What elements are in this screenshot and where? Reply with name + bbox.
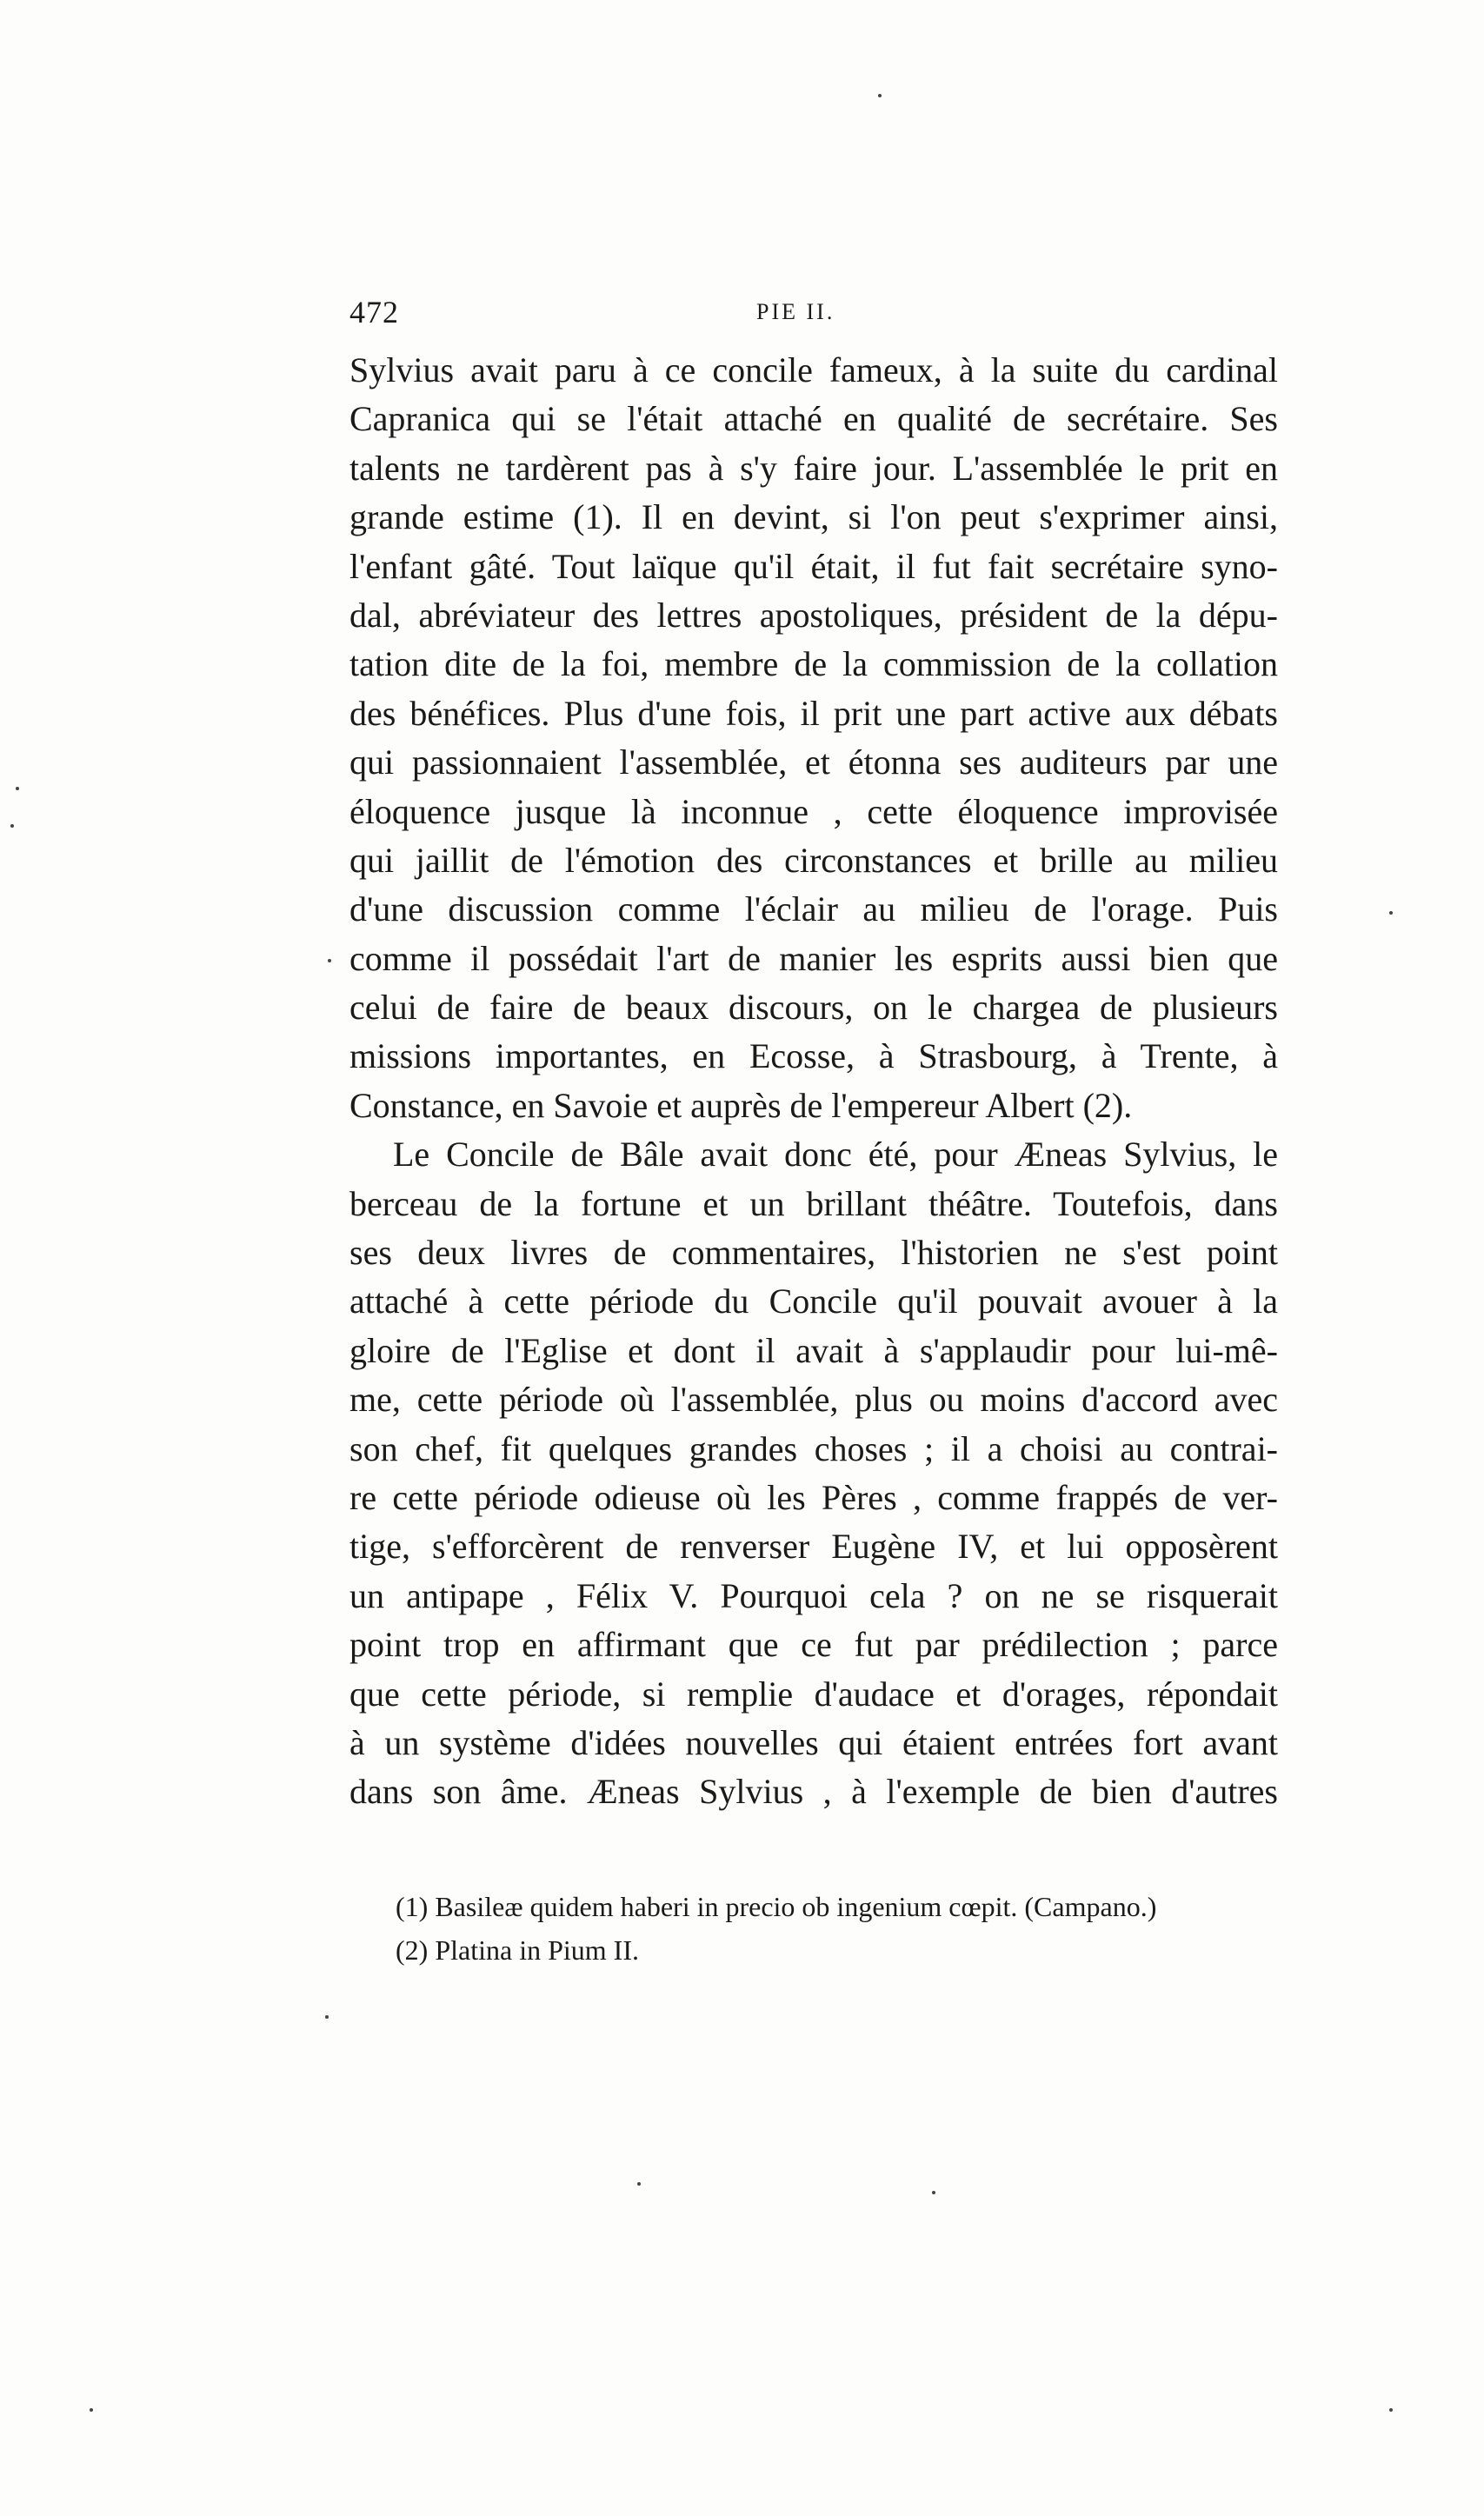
- text-line: point trop en affirmant que ce fut par prédilection ; parce: [349, 1625, 1278, 1665]
- text-line: Capranica qui se l'était attaché en qualité de secrétaire. Ses: [349, 399, 1278, 439]
- scan-speck: [325, 2015, 329, 2019]
- scan-speck: [1389, 911, 1393, 915]
- text-line: re cette période odieuse où les Pères , comme frappés de ver-: [349, 1477, 1278, 1517]
- text-line: à un système d'idées nouvelles qui étaient entrées fort avant: [349, 1722, 1278, 1762]
- text-line: tation dite de la foi, membre de la commission de la collation: [349, 644, 1278, 684]
- text-line: dal, abréviateur des lettres apostoliques, président de la dépu-: [349, 595, 1278, 635]
- page-number: 472: [349, 295, 399, 329]
- scan-speck: [328, 959, 331, 962]
- text-line: qui jaillit de l'émotion des circonstances et brille au milieu: [349, 840, 1278, 880]
- text-line: dans son âme. Æneas Sylvius , à l'exemple de bien d'autres: [349, 1772, 1278, 1812]
- text-line: ses deux livres de commentaires, l'historien ne s'est point: [349, 1233, 1278, 1273]
- text-line: éloquence jusque là inconnue , cette éloquence improvisée: [349, 791, 1278, 831]
- text-line: grande estime (1). Il en devint, si l'on peut s'exprimer ainsi,: [349, 497, 1278, 537]
- paragraph-1: [349, 346, 1278, 1130]
- text-line: me, cette période où l'assemblée, plus ou moins d'accord avec: [349, 1380, 1278, 1420]
- text-line: talents ne tardèrent pas à s'y faire jour. L'assemblée le prit en: [349, 448, 1278, 488]
- text-line: Constance, en Savoie et auprès de l'empereur Albert (2).: [349, 1085, 1133, 1125]
- text-line: des bénéfices. Plus d'une fois, il prit une part active aux débats: [349, 693, 1278, 733]
- footnotes: [396, 1885, 1265, 1972]
- text-line: d'une discussion comme l'éclair au milieu de l'orage. Puis: [349, 889, 1278, 929]
- text-line: attaché à cette période du Concile qu'il pouvait avouer à la: [349, 1281, 1278, 1321]
- text-line: Le Concile de Bâle avait donc été, pour Æneas Sylvius, le: [393, 1135, 1278, 1175]
- scan-speck: [1389, 2408, 1393, 2412]
- text-line: un antipape , Félix V. Pourquoi cela ? on ne se risquerait: [349, 1575, 1278, 1615]
- scan-speck: [10, 824, 14, 828]
- text-line: comme il possédait l'art de manier les esprits aussi bien que: [349, 938, 1278, 978]
- scan-speck: [637, 2182, 641, 2186]
- text-line: missions importantes, en Ecosse, à Strasbourg, à Trente, à: [349, 1036, 1278, 1076]
- scan-speck: [932, 2191, 935, 2194]
- scan-speck: [90, 2408, 93, 2412]
- text-line: gloire de l'Eglise et dont il avait à s'applaudir pour lui-mê-: [349, 1330, 1278, 1370]
- running-head: PIE II.: [756, 299, 835, 324]
- text-line: tige, s'efforcèrent de renverser Eugène IV, et lui opposèrent: [349, 1527, 1278, 1567]
- body-text: [349, 346, 1278, 1817]
- text-line: celui de faire de beaux discours, on le chargea de plusieurs: [349, 988, 1278, 1028]
- text-line: Sylvius avait paru à ce concile fameux, à la suite du cardinal: [349, 350, 1278, 389]
- text-line: l'enfant gâté. Tout laïque qu'il était, il fut fait secrétaire syno-: [349, 546, 1278, 586]
- scan-speck: [878, 94, 882, 97]
- text-line: que cette période, si remplie d'audace et d'orages, répondait: [349, 1674, 1278, 1714]
- footnote-1: (1) Basileæ quidem haberi in precio ob ingenium cœpit. (Campano.): [396, 1891, 1157, 1922]
- footnote-2: (2) Platina in Pium II.: [396, 1934, 639, 1966]
- text-line: berceau de la fortune et un brillant théâtre. Toutefois, dans: [349, 1183, 1278, 1223]
- page-header: [349, 294, 1278, 339]
- paragraph-2: [349, 1130, 1278, 1816]
- text-line: son chef, fit quelques grandes choses ; il a choisi au contrai-: [349, 1428, 1278, 1468]
- scan-speck: [16, 787, 19, 790]
- text-line: qui passionnaient l'assemblée, et étonna ses auditeurs par une: [349, 742, 1278, 782]
